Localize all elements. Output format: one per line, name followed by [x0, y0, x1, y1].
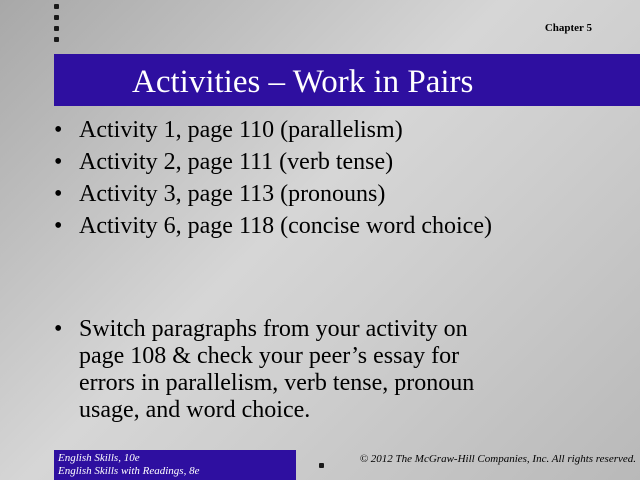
activity-text: Activity 1, page 110 (parallelism)	[79, 117, 403, 143]
activity-text: Activity 3, page 113 (pronouns)	[79, 181, 386, 207]
activity-text: Activity 2, page 111 (verb tense)	[79, 149, 394, 175]
chapter-label: Chapter 5	[544, 22, 592, 34]
footer-books	[58, 452, 199, 478]
activity-list	[54, 114, 614, 242]
dot-icon	[54, 26, 59, 31]
instruction-line: errors in parallelism, verb tense, pronoun	[79, 370, 475, 396]
book-title: English Skills, 10e	[58, 452, 140, 464]
list-item	[54, 316, 614, 424]
slide-title: Activities – Work in Pairs	[132, 64, 474, 100]
instruction-list	[54, 316, 614, 424]
list-item	[54, 114, 614, 146]
copyright-notice: © 2012 The McGraw-Hill Companies, Inc. All rights reserved.	[359, 453, 636, 465]
bullet-icon: •	[54, 117, 63, 143]
book-title: English Skills with Readings, 8e	[58, 465, 200, 477]
bullet-icon: •	[54, 149, 63, 175]
decorative-dots	[54, 4, 60, 48]
activity-text: Activity 6, page 118 (concise word choice)	[79, 213, 492, 239]
bullet-icon: •	[54, 316, 63, 342]
instruction-line: usage, and word choice.	[79, 397, 311, 423]
instruction-line: Switch paragraphs from your activity on	[79, 316, 468, 342]
list-item	[54, 146, 614, 178]
dot-icon	[54, 4, 59, 9]
dot-icon	[319, 463, 324, 468]
dot-icon	[54, 37, 59, 42]
list-item	[54, 178, 614, 210]
list-item	[54, 210, 614, 242]
bullet-icon: •	[54, 181, 63, 207]
bullet-icon: •	[54, 213, 63, 239]
instruction-line: page 108 & check your peer’s essay for	[79, 343, 460, 369]
dot-icon	[54, 15, 59, 20]
